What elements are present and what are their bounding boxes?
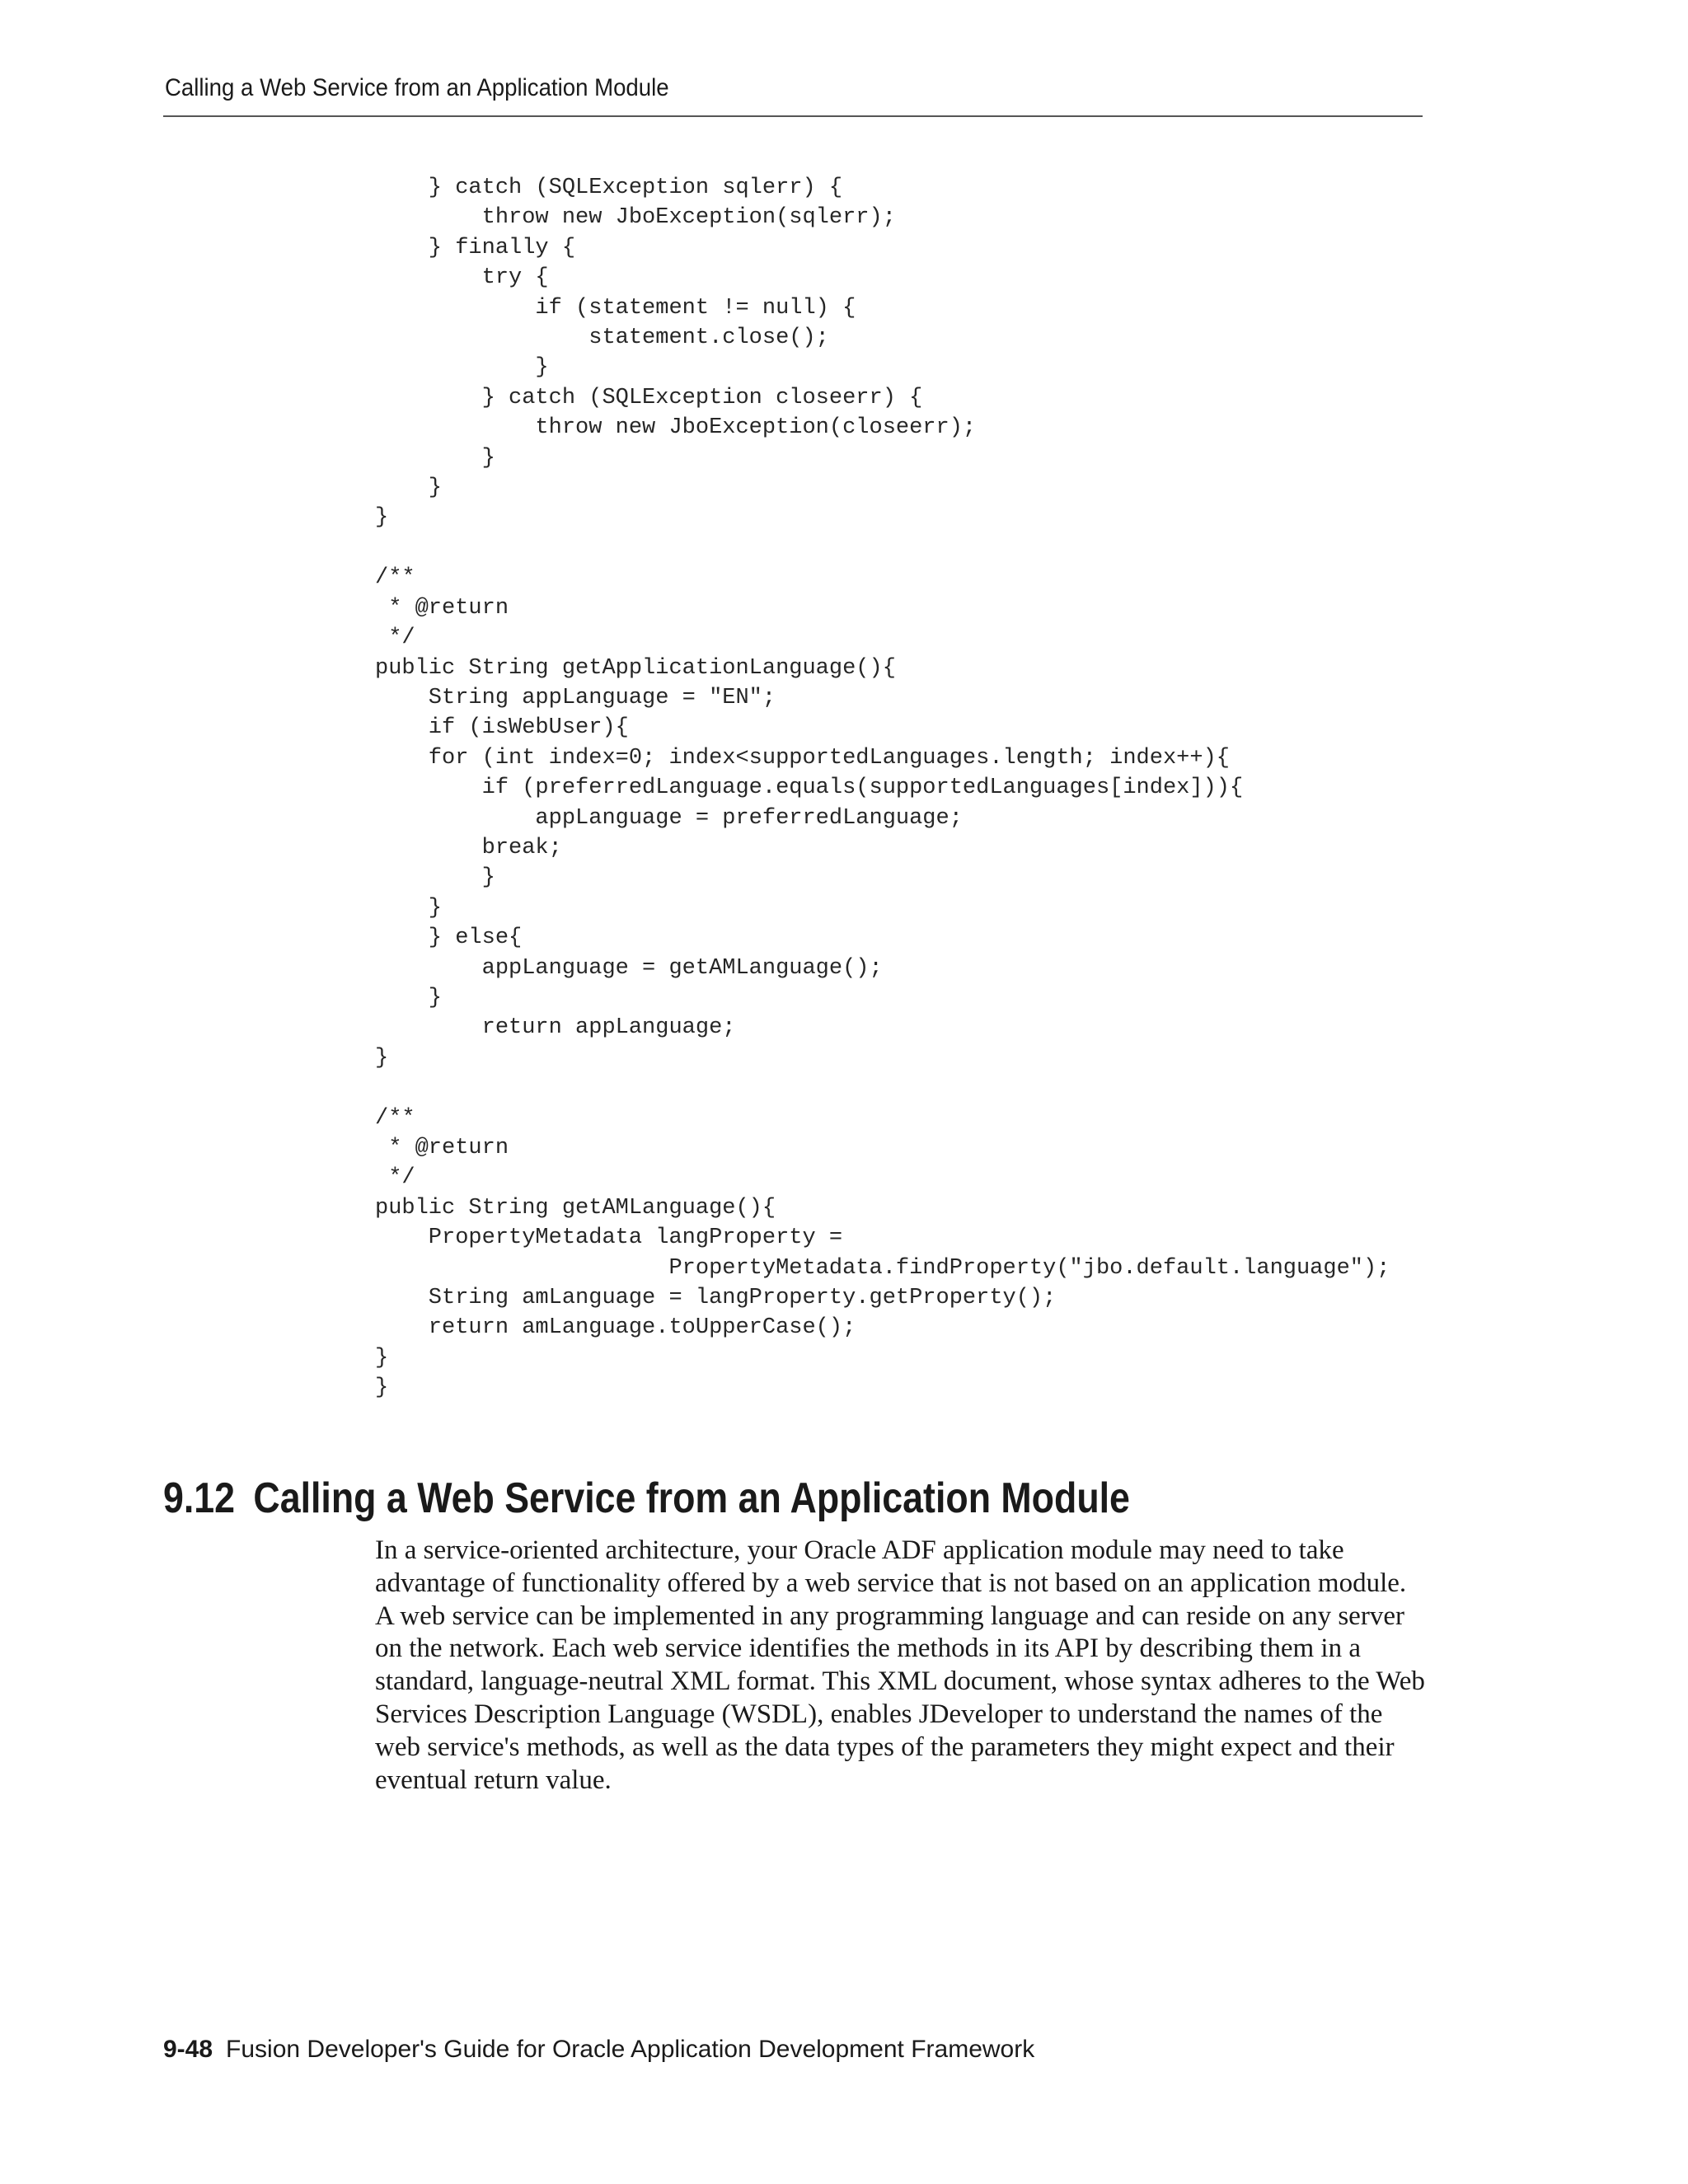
page-number: 9-48 — [163, 2036, 213, 2063]
section-number: 9.12 — [163, 1474, 236, 1522]
page-footer — [163, 2036, 1034, 2064]
book-title: Fusion Developer's Guide for Oracle Application Development Framework — [226, 2036, 1035, 2063]
running-header: Calling a Web Service from an Application Module — [165, 74, 669, 101]
code-listing-body: } catch (SQLException sqlerr) { throw new JboException(sqlerr); } finally { try { if (statement != null) { statement.close(); } } catch (SQLException closeerr) { throw new JboException(closeerr); } } } /** * @return */ public String getApplicationLanguage(){ String appLanguage = "EN"; if (isWebUser){ for (int index=0; index<supportedLanguages.length; index++){ if (preferredLanguage.equals(supportedLanguages[index])){ appLanguage = preferredLanguage; break; } } } else{ appLanguage = getAMLanguage(); } return appLanguage; } /** * @return */ public String getAMLanguage(){ PropertyMetadata langProperty = PropertyMetadata.findProperty("jbo.default.language"); String amLanguage = langProperty.getProperty(); return amLanguage.toUpperCase(); } — [375, 176, 1390, 1371]
section-title: Calling a Web Service from an Application Module — [253, 1474, 1130, 1522]
section-paragraph: In a service-oriented architecture, your Oracle ADF application module may need to take advantage of functionality offered by a web service that is not based on an application module. A web service can be implemented in any programming language and can reside on any server on the network. Each web service identifies the methods in its API by describing them in a standard, language-neutral XML format. This XML document, whose syntax adheres to the Web Services Description Language (WSDL), enables JDeveloper to understand the names of the web service's methods, as well as the data types of the parameters they might expect and their eventual return value. — [375, 1535, 1425, 1795]
section-heading — [163, 1474, 1130, 1523]
code-listing — [375, 173, 1390, 1373]
header-rule — [163, 115, 1423, 117]
code-closing-brace: } — [375, 1376, 389, 1400]
